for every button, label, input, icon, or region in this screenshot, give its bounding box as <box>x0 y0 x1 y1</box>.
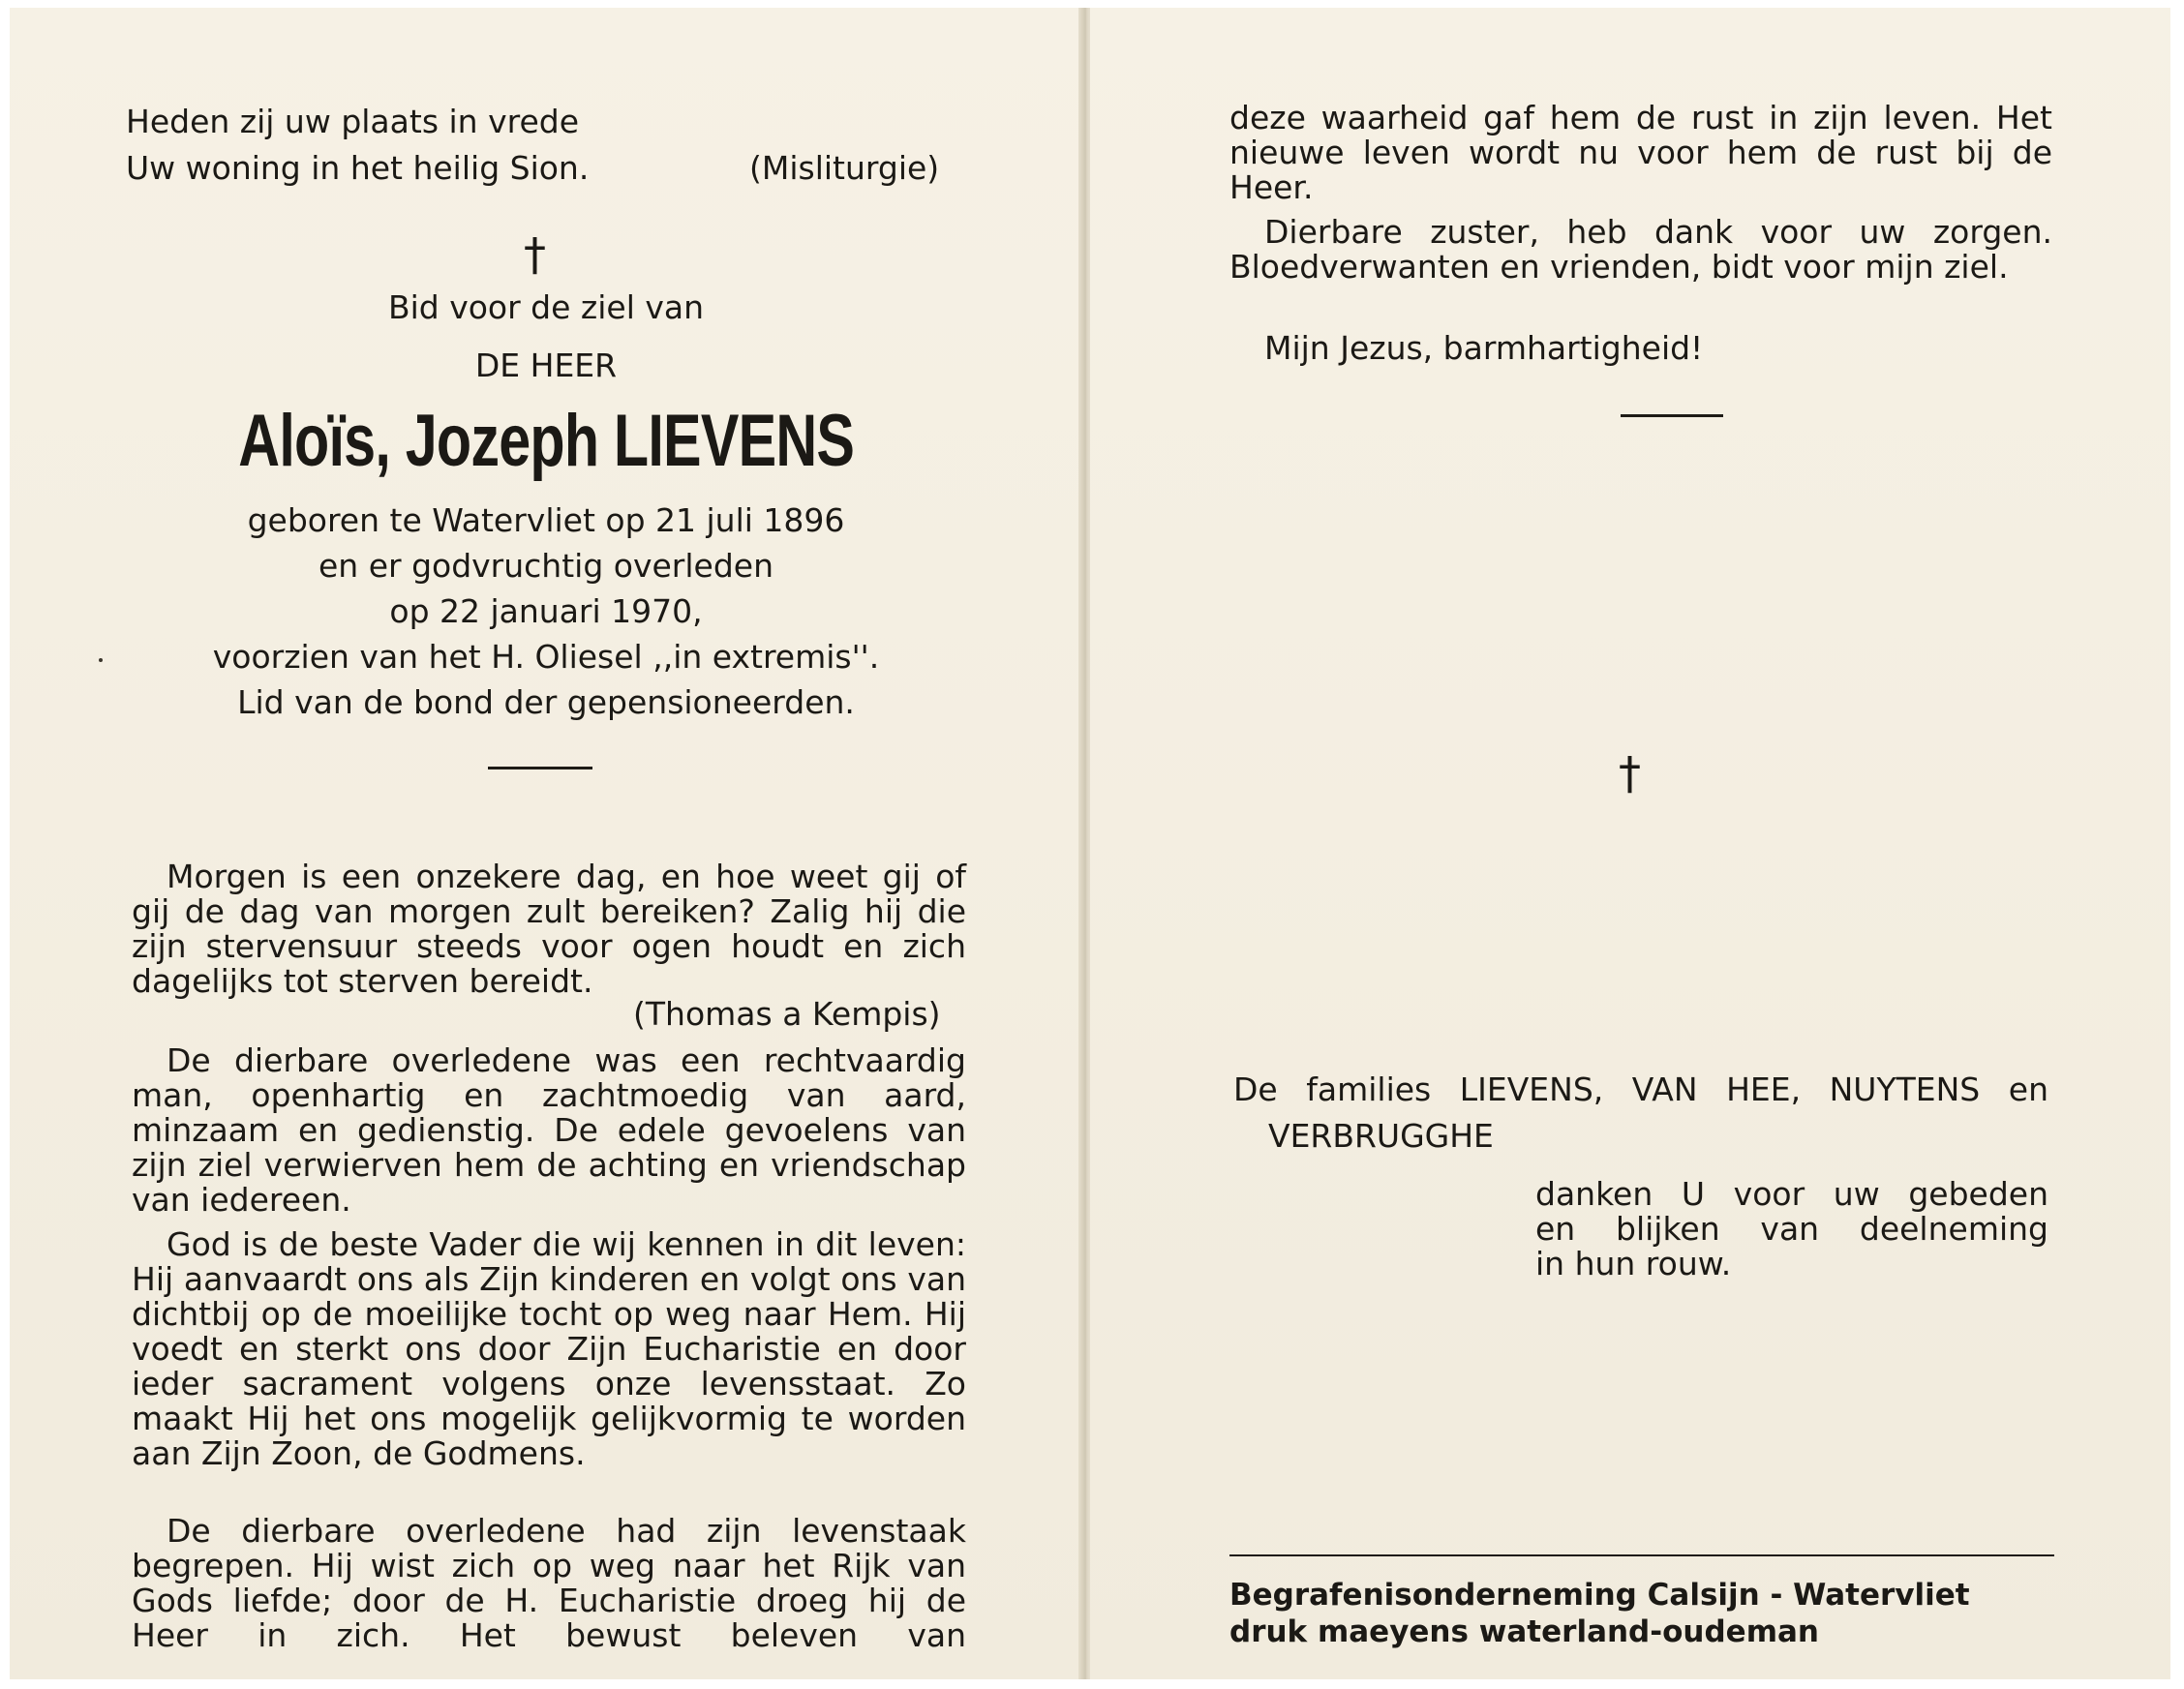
death-date: op 22 januari 1970, <box>389 592 703 630</box>
continuation-paragraph <box>1229 101 2052 205</box>
epigraph-line-2: Uw woning in het heilig Sion. <box>126 149 590 187</box>
thanks-line-1: danken U voor uw gebeden <box>1535 1175 2048 1213</box>
life-task-paragraph <box>132 1514 966 1653</box>
sacrament-line: voorzien van het H. Oliesel ,,in extremis''. <box>212 638 880 676</box>
death-line-1: en er godvruchtig overleden <box>318 547 774 585</box>
epigraph-line-1: Heden zij uw plaats in vrede <box>126 103 579 140</box>
families-line-1: De families LIEVENS, VAN HEE, NUYTENS en <box>1233 1071 2048 1108</box>
paragraph: God is de beste Vader die wij kennen in dit leven: Hij aanvaardt ons als Zijn kinderen en volgt ons van dichtbij op de moeilijke tocht op weg naar Hem. Hij voedt en sterkt ons door Zijn Eucharistie en door ieder sacrament volgens onze levensstaat. Zo maakt Hij het ons mogelijk gelijkvormig te worden aan Zijn Zoon, de Godmens. <box>132 1225 966 1472</box>
pray-line: Bid voor de ziel van <box>387 288 705 326</box>
paragraph: Morgen is een onzekere dag, en hoe weet gij of gij de dag van morgen zult bereiken? Zalig hij die zijn stervensuur steeds voor ogen houdt en zich dagelijks tot sterven bereidt. <box>132 858 966 1000</box>
paragraph: Dierbare zuster, heb dank voor uw zorgen. Bloedverwanten en vrienden, bidt voor mijn ziel. <box>1229 213 2052 286</box>
families-line-2: VERBRUGGHE <box>1268 1117 1494 1155</box>
paragraph: De dierbare overledene was een rechtvaardig man, openhartig en zachtmoedig van aard, minzaam en gedienstig. De edele gevoelens van zijn ziel verwierven hem de achting en vriendschap van iedereen. <box>132 1041 966 1219</box>
thanks-line-3: in hun rouw. <box>1535 1245 1732 1282</box>
right-panel <box>1090 8 2170 1679</box>
cross-icon: † <box>524 228 546 281</box>
funeral-home: Begrafenisonderneming Calsijn - Watervliet <box>1229 1578 1970 1613</box>
cross-icon: † <box>1619 747 1641 799</box>
paragraph: De dierbare overledene had zijn levenstaak begrepen. Hij wist zich op weg naar het Rijk van Gods liefde; door de H. Eucharistie droeg hij de Heer in zich. Het bewust beleven van <box>132 1512 966 1654</box>
birth-line: geboren te Watervliet op 21 juli 1896 <box>247 501 845 539</box>
epigraph-source: (Misliturgie) <box>749 149 940 187</box>
character-paragraph <box>132 1043 966 1218</box>
god-paragraph <box>132 1227 966 1471</box>
printer: druk maeyens waterland-oudeman <box>1229 1614 1819 1649</box>
speck <box>99 658 103 662</box>
gratitude-paragraph <box>1229 215 2052 285</box>
separator-rule <box>1621 414 1723 417</box>
memorial-card <box>10 8 2170 1679</box>
paragraph: deze waarheid gaf hem de rust in zijn leven. Het nieuwe leven wordt nu voor hem de rust bij de Heer. <box>1229 99 2052 206</box>
thanks-line-2: en blijken van deelneming <box>1535 1210 2048 1248</box>
deceased-name: Aloïs, Jozeph LIEVENS <box>238 400 855 482</box>
footer-rule <box>1229 1554 2054 1556</box>
invocation: Mijn Jezus, barmhartigheid! <box>1264 329 1704 367</box>
honorific: DE HEER <box>474 347 618 384</box>
separator-rule <box>488 767 592 769</box>
quote-source: (Thomas a Kempis) <box>633 995 941 1033</box>
left-panel <box>10 8 1082 1679</box>
membership-line: Lid van de bond der gepensioneerden. <box>237 683 855 721</box>
kempis-quote <box>132 860 966 999</box>
